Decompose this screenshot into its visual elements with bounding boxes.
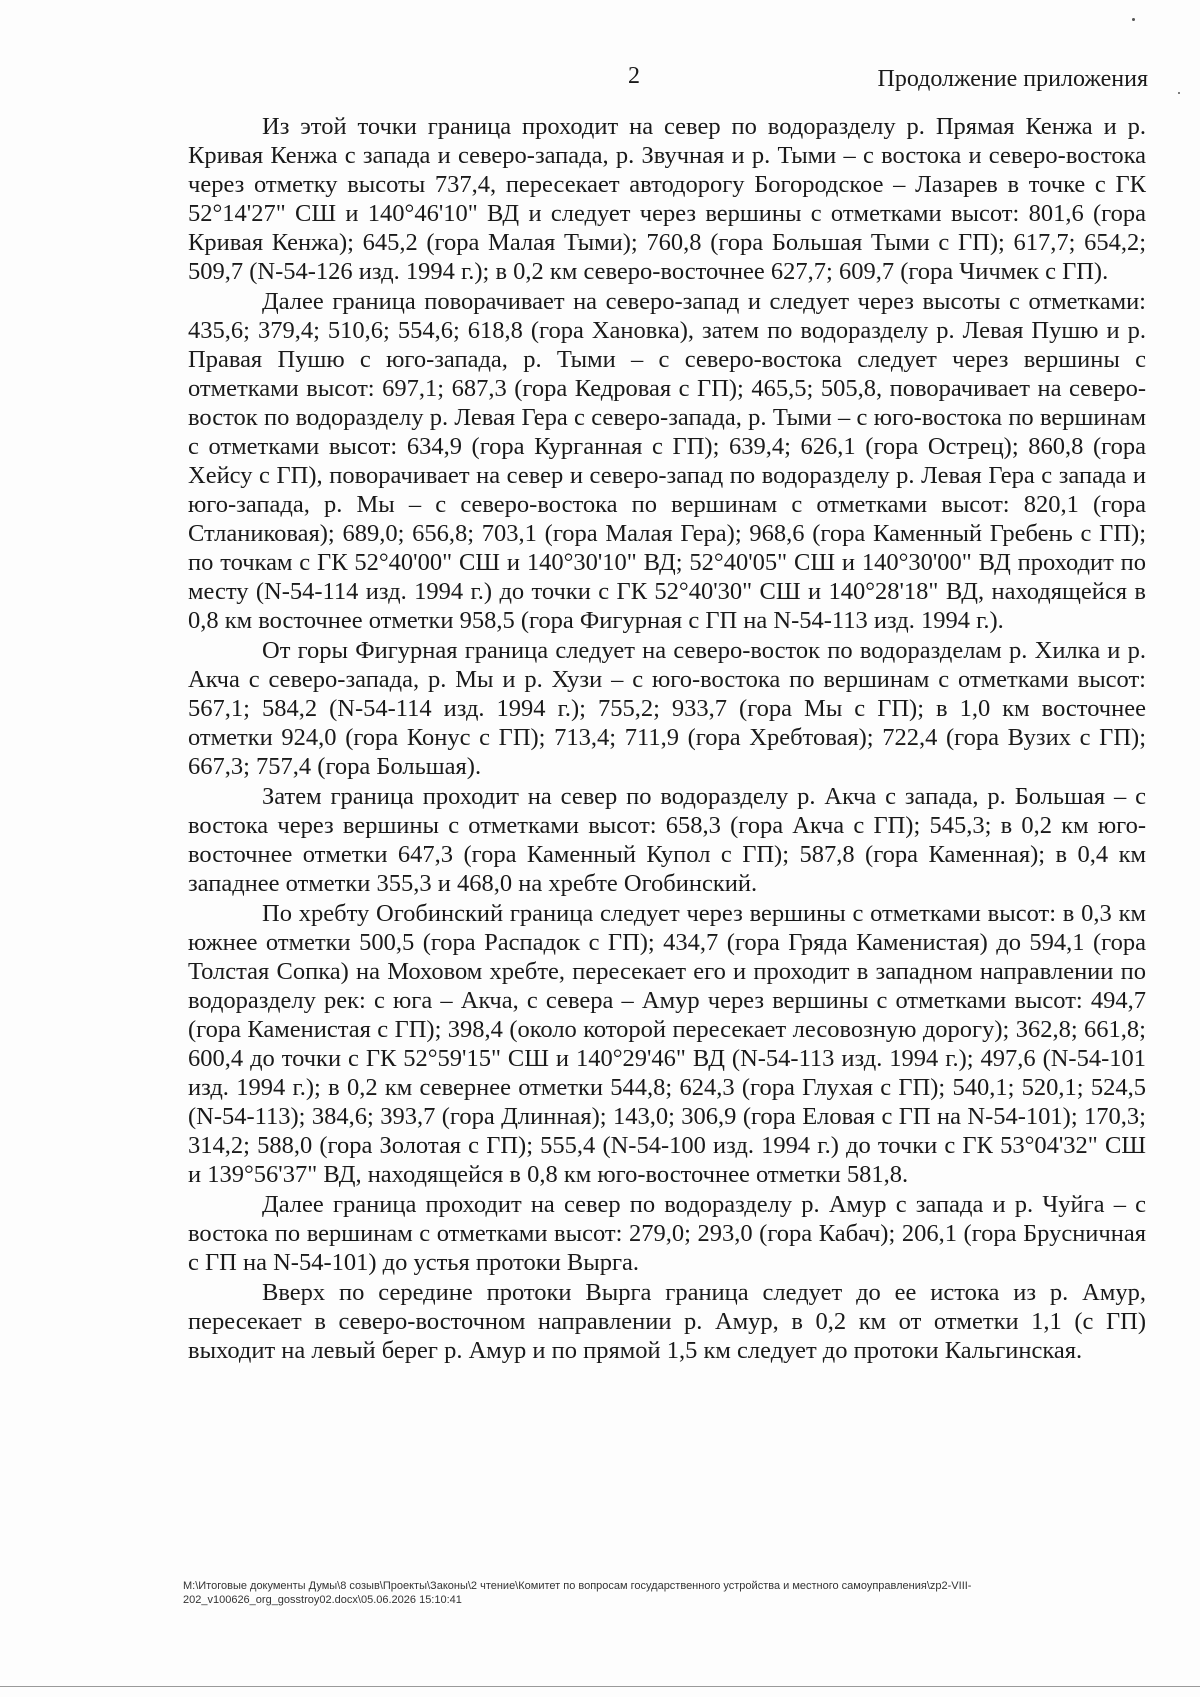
continuation-heading: Продолжение приложения <box>877 66 1148 92</box>
page-bottom-divider <box>0 1686 1200 1687</box>
paragraph: Далее граница проходит на север по водоразделу р. Амур с запада и р. Чуйга – с востока по вершинам с отметками высот: 279,0; 293,0 (гора Кабач); 206,1 (гора Брусничная с ГП на N-54-101) до устья протоки Вырга. <box>188 1191 1146 1276</box>
paragraph: По хребту Огобинский граница следует через вершины с отметками высот: в 0,3 км южнее отметки 500,5 (гора Распадок с ГП); 434,7 (гора Гряда Каменистая) до 594,1 (гора Толстая Сопка) на Моховом хребте, пересекает его и проходит в западном направлении по водоразделу рек: с юга – Акча, с севера – Амур через вершины с отметками высот: 494,7 (гора Каменистая с ГП); 398,4 (около которой пересекает лесовозную дорогу); 362,8; 661,8; 600,4 до точки с ГК 52°59'15" СШ и 140°29'46" ВД (N-54-113 изд. 1994 г.); 497,6 (N-54-101 изд. 1994 г.); в 0,2 км севернее отметки 544,8; 624,3 (гора Глухая с ГП); 540,1; 520,1; 524,5 (N-54-113); 384,6; 393,7 (гора Длинная); 143,0; 306,9 (гора Еловая с ГП на N-54-101); 170,3; 314,2; 588,0 (гора Золотая с ГП); 555,4 (N-54-100 изд. 1994 г.) до точки с ГК 53°04'32" СШ и 139°56'37" ВД, находящейся в 0,8 км юго-восточнее отметки 581,8. <box>188 900 1146 1188</box>
document-body <box>188 112 1146 1365</box>
paragraph: Далее граница поворачивает на северо-запад и следует через высоты с отметками: 435,6; 379,4; 510,6; 554,6; 618,8 (гора Хановка), затем по водоразделу р. Левая Пушю и р. Правая Пушю с юго-запада, р. Тыми – с северо-востока следует через вершины с отметками высот: 697,1; 687,3 (гора Кедровая с ГП); 465,5; 505,8, поворачивает на северо-восток по водоразделу р. Левая Гера с северо-запада, р. Тыми – с юго-востока по вершинам с отметками высот: 634,9 (гора Курганная с ГП); 639,4; 626,1 (гора Острец); 860,8 (гора Хейсу с ГП), поворачивает на север и северо-запад по водоразделу р. Левая Гера с запада и юго-запада, р. Мы – с северо-востока по вершинам с отметками высот: 820,1 (гора Стланиковая); 689,0; 656,8; 703,1 (гора Малая Гера); 968,6 (гора Каменный Гребень с ГП); по точкам с ГК 52°40'00" СШ и 140°30'10" ВД; 52°40'05" СШ и 140°30'00" ВД проходит по месту (N-54-114 изд. 1994 г.) до точки с ГК 52°40'30" СШ и 140°28'18" ВД, находящейся в 0,8 км восточнее отметки 958,5 (гора Фигурная с ГП на N-54-113 изд. 1994 г.). <box>188 288 1146 634</box>
paragraph: Из этой точки граница проходит на север по водоразделу р. Прямая Кенжа и р. Кривая Кенжа с запада и северо-запада, р. Звучная и р. Тыми – с востока и северо-востока через отметку высоты 737,4, пересекает автодорогу Богородское – Лазарев в точке с ГК 52°14'27" СШ и 140°46'10" ВД и следует через вершины с отметками высот: 801,6 (гора Кривая Кенжа); 645,2 (гора Малая Тыми); 760,8 (гора Большая Тыми с ГП); 617,7; 654,2; 509,7 (N-54-126 изд. 1994 г.); в 0,2 км северо-восточнее 627,7; 609,7 (гора Чичмек с ГП). <box>188 113 1146 285</box>
paragraph: Вверх по середине протоки Вырга граница следует до ее истока из р. Амур, пересекает в северо-восточном направлении р. Амур, в 0,2 км от отметки 1,1 (с ГП) выходит на левый берег р. Амур и по прямой 1,5 км следует до протоки Кальгинская. <box>188 1279 1146 1364</box>
footer-file-path: M:\Итоговые документы Думы\8 созыв\Проекты\Законы\2 чтение\Комитет по вопросам государственного устройства и местного самоуправления\zp2-VIII-202_v100626_org_gosstroy02.docx\05.06.2026 15:10:41 <box>183 1580 972 1606</box>
paragraph: От горы Фигурная граница следует на северо-восток по водоразделам р. Хилка и р. Акча с северо-запада, р. Мы и р. Хузи – с юго-востока по вершинам с отметками высот: 567,1; 584,2 (N-54-114 изд. 1994 г.); 755,2; 933,7 (гора Мы с ГП); в 1,0 км восточнее отметки 924,0 (гора Конус с ГП); 713,4; 711,9 (гора Хребтовая); 722,4 (гора Вузих с ГП); 667,3; 757,4 (гора Большая). <box>188 637 1146 780</box>
scan-speck <box>1132 18 1135 21</box>
paragraph: Затем граница проходит на север по водоразделу р. Акча с запада, р. Большая – с востока через вершины с отметками высот: 658,3 (гора Акча с ГП); 545,3; в 0,2 км юго-восточнее отметки 647,3 (гора Каменный Купол с ГП); 587,8 (гора Каменная); в 0,4 км западнее отметки 355,3 и 468,0 на хребте Огобинский. <box>188 783 1146 897</box>
page-number: 2 <box>628 63 640 89</box>
scan-speck <box>1178 92 1180 94</box>
